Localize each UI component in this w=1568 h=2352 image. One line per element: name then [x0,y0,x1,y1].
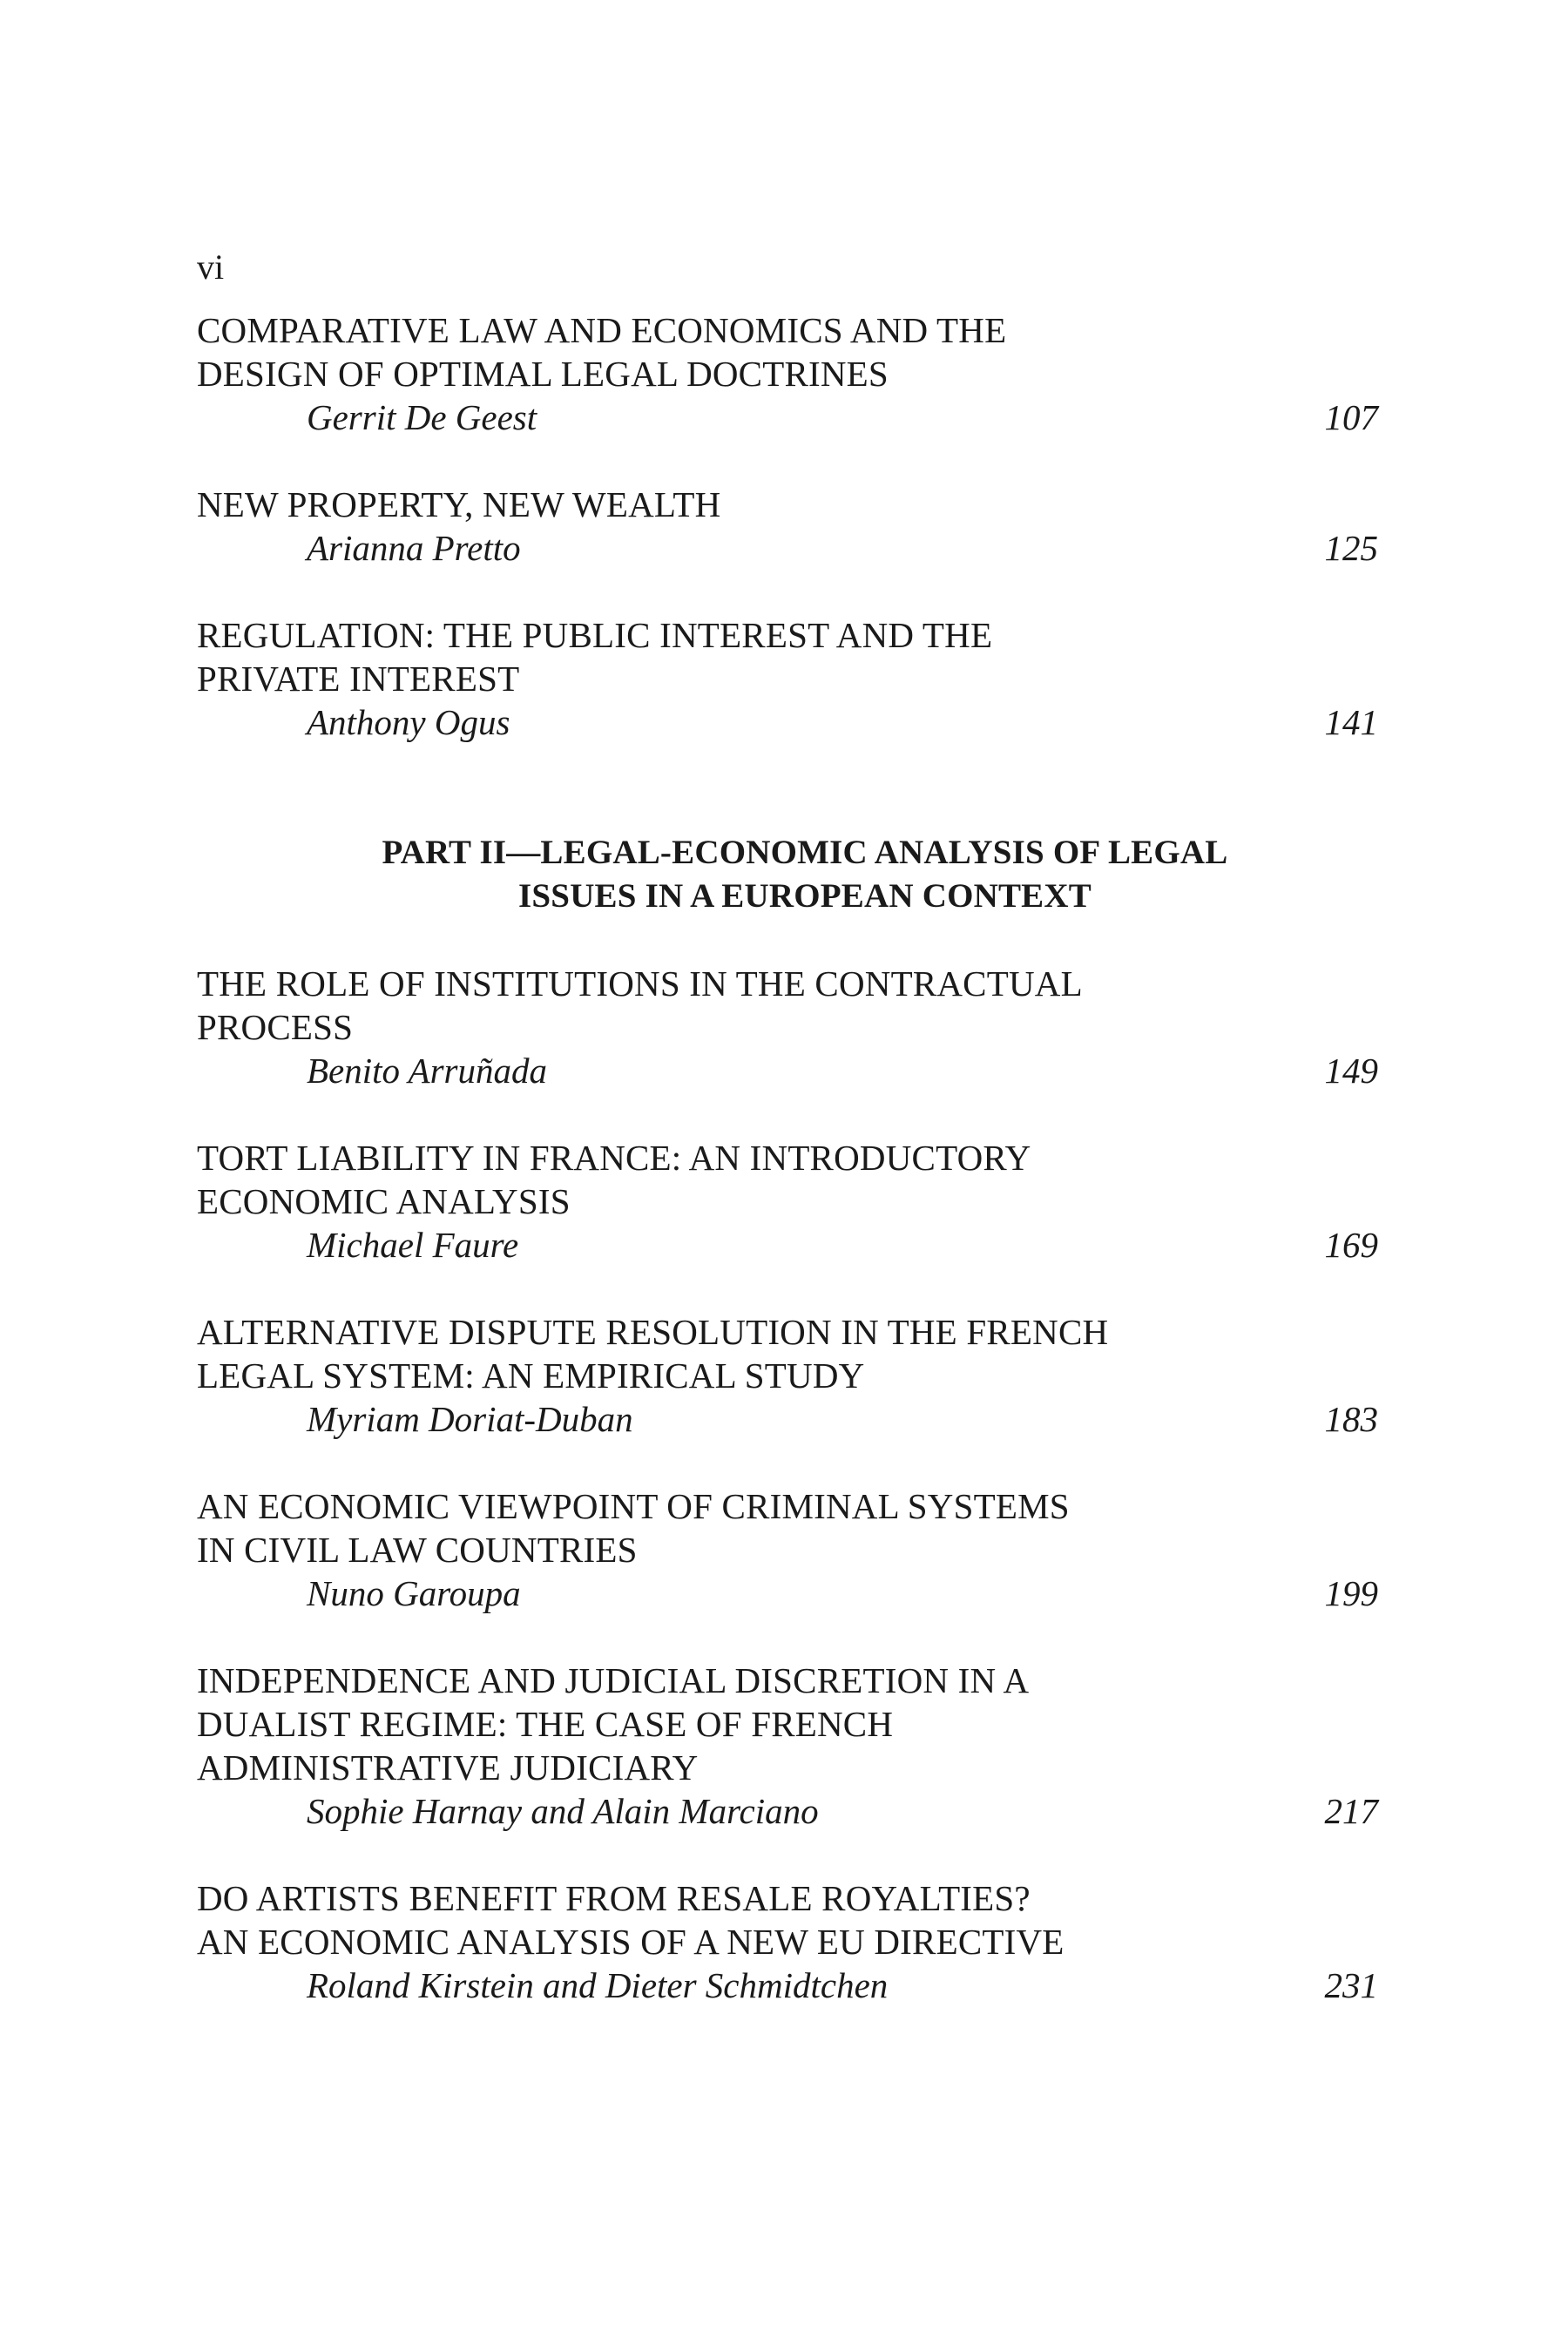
toc-entry [197,1876,1378,2007]
entry-title [197,1659,1378,1789]
entry-author-row [197,1223,1378,1267]
part-heading [232,831,1378,918]
page-number: vi [197,247,225,287]
entry-author-row [197,1789,1378,1833]
entry-author-row [197,526,1378,570]
entry-author: Gerrit De Geest [307,397,537,437]
entry-title-line: NEW PROPERTY, NEW WEALTH [197,484,721,524]
entry-title [197,1876,1378,1963]
entry-title-line: ALTERNATIVE DISPUTE RESOLUTION IN THE FRENCH [197,1312,1109,1352]
toc-entry [197,1310,1378,1441]
entry-page-number: 231 [1324,1965,1378,2005]
entry-author: Myriam Doriat-Duban [307,1399,633,1439]
entry-author: Roland Kirstein and Dieter Schmidtchen [307,1965,889,2005]
entry-author: Anthony Ogus [307,702,510,742]
entry-page-number: 107 [1324,397,1378,437]
entry-title [197,483,1378,526]
toc-entry [197,483,1378,570]
entry-page-number: 217 [1324,1791,1378,1831]
toc-entry [197,1136,1378,1267]
entry-title-line: AN ECONOMIC ANALYSIS OF A NEW EU DIRECTIVE [197,1922,1064,1962]
toc-entry [197,1484,1378,1615]
entry-page-number: 199 [1324,1573,1378,1613]
entry-page-number: 149 [1324,1051,1378,1091]
entry-page-number: 125 [1324,528,1378,568]
part-heading-line: PART II—LEGAL-ECONOMIC ANALYSIS OF LEGAL [382,834,1228,871]
entry-title-line: TORT LIABILITY IN FRANCE: AN INTRODUCTORY [197,1138,1031,1178]
entry-title-line: REGULATION: THE PUBLIC INTEREST AND THE [197,615,993,655]
entry-title-line: PROCESS [197,1007,354,1047]
toc-entry [197,1659,1378,1833]
entry-page-number: 141 [1324,702,1378,742]
entry-title-line: DESIGN OF OPTIMAL LEGAL DOCTRINES [197,354,889,394]
toc-entry [197,613,1378,744]
entry-author-row [197,1963,1378,2007]
part-heading-line: ISSUES IN A EUROPEAN CONTEXT [518,877,1092,915]
entry-title [197,962,1378,1049]
entry-title-line: COMPARATIVE LAW AND ECONOMICS AND THE [197,310,1007,350]
entry-author: Arianna Pretto [307,528,521,568]
entry-author: Nuno Garoupa [307,1573,521,1613]
entry-title [197,613,1378,700]
entry-title [197,1310,1378,1397]
entry-author-row [197,1397,1378,1441]
entry-author-row [197,700,1378,744]
toc-entry [197,308,1378,439]
entry-title-line: DO ARTISTS BENEFIT FROM RESALE ROYALTIES? [197,1878,1031,1918]
entry-author: Sophie Harnay and Alain Marciano [307,1791,819,1831]
entry-title [197,1484,1378,1571]
entry-title-line: THE ROLE OF INSTITUTIONS IN THE CONTRACTUAL [197,963,1083,1004]
entry-title [197,1136,1378,1223]
entry-title-line: ADMINISTRATIVE JUDICIARY [197,1747,699,1788]
table-of-contents [197,308,1378,2051]
entry-title-line: IN CIVIL LAW COUNTRIES [197,1530,638,1570]
entry-title-line: AN ECONOMIC VIEWPOINT OF CRIMINAL SYSTEMS [197,1486,1070,1526]
entry-title-line: ECONOMIC ANALYSIS [197,1181,571,1221]
entry-author-row [197,395,1378,439]
entry-author-row [197,1571,1378,1615]
toc-entry [197,962,1378,1092]
entry-title-line: PRIVATE INTEREST [197,659,520,699]
entry-page-number: 183 [1324,1399,1378,1439]
entry-page-number: 169 [1324,1225,1378,1265]
entry-author: Benito Arruñada [307,1051,547,1091]
entry-title [197,308,1378,395]
entry-title-line: DUALIST REGIME: THE CASE OF FRENCH [197,1704,894,1744]
entry-author: Michael Faure [307,1225,519,1265]
entry-title-line: INDEPENDENCE AND JUDICIAL DISCRETION IN A [197,1660,1030,1700]
entry-title-line: LEGAL SYSTEM: AN EMPIRICAL STUDY [197,1355,865,1396]
entry-author-row [197,1049,1378,1092]
